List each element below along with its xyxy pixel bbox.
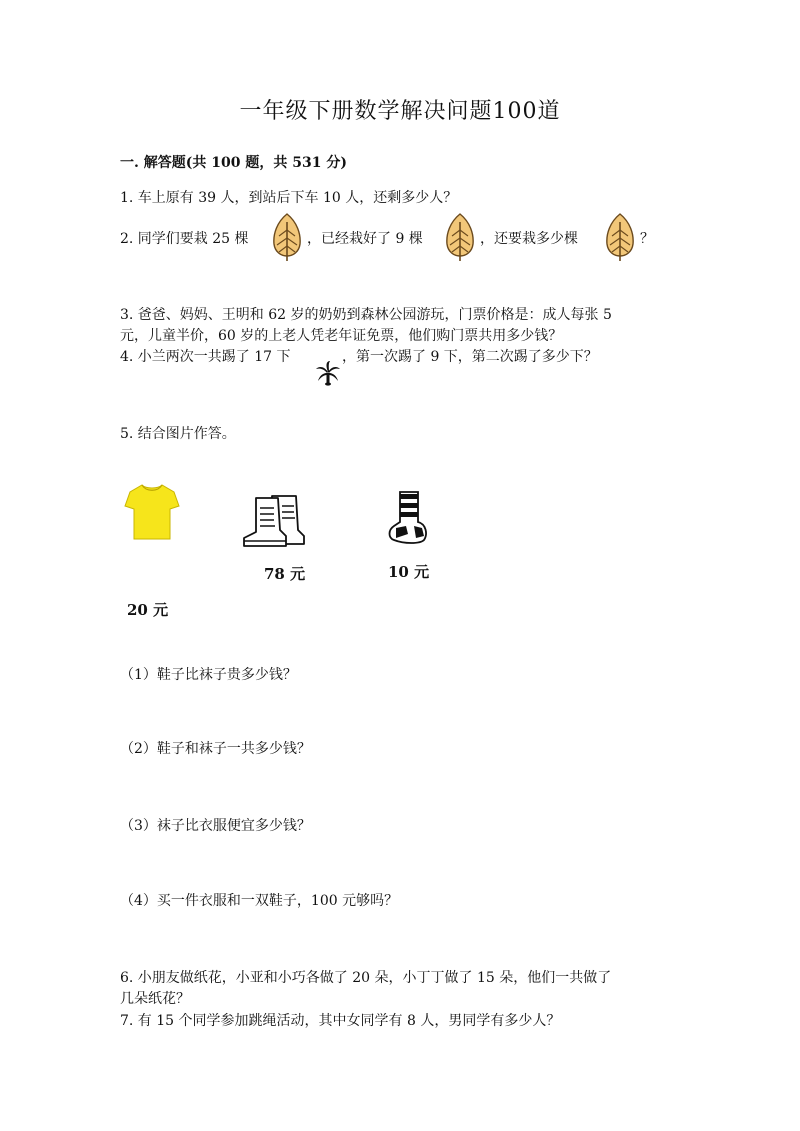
page-title: 一年级下册数学解决问题100道 [239, 99, 561, 124]
socks-price-label: 10 元 [388, 563, 430, 581]
question-4-part-1: 4. 小兰两次一共踢了 17 下 [120, 349, 291, 365]
shoes-price-label: 78 元 [264, 565, 306, 583]
sub-question-2: （2）鞋子和袜子一共多少钱？ [120, 741, 311, 757]
question-6-line-2: 几朵纸花？ [120, 991, 190, 1007]
question-2-part-3: ，还要栽多少棵 [480, 231, 578, 247]
question-2-part-4: ？ [640, 231, 654, 247]
shirt-price-label: 20 元 [127, 601, 169, 619]
tree-icon [443, 212, 477, 262]
sub-question-3: （3）袜子比衣服便宜多少钱？ [120, 818, 311, 834]
tree-icon [603, 212, 637, 262]
shuttlecock-icon [315, 360, 341, 386]
question-6-line-1: 6. 小朋友做纸花，小亚和小巧各做了 20 朵，小丁丁做了 15 朵，他们一共做了 [120, 970, 612, 986]
question-4-part-2: ，第一次踢了 9 下，第二次踢了多少下？ [342, 349, 598, 365]
sock-icon [386, 488, 430, 546]
boots-icon [242, 492, 312, 550]
question-5: 5. 结合图片作答。 [120, 426, 236, 442]
tree-icon [270, 212, 304, 262]
question-3-line-2: 元，儿童半价，60 岁的上老人凭老年证免票，他们购门票共用多少钱？ [120, 328, 563, 344]
question-3-line-1: 3. 爸爸、妈妈、王明和 62 岁的奶奶到森林公园游玩，门票价格是：成人每张 5 [120, 307, 612, 323]
question-2-part-2: ，已经栽好了 9 棵 [307, 231, 423, 247]
tshirt-icon [124, 482, 180, 542]
question-1: 1. 车上原有 39 人，到站后下车 10 人，还剩多少人？ [120, 190, 458, 206]
section-heading: 一. 解答题(共 100 题，共 531 分) [120, 155, 347, 171]
question-2-part-1: 2. 同学们要栽 25 棵 [120, 231, 249, 247]
sub-question-4: （4）买一件衣服和一双鞋子，100 元够吗？ [120, 893, 399, 909]
question-7: 7. 有 15 个同学参加跳绳活动，其中女同学有 8 人，男同学有多少人？ [120, 1013, 561, 1029]
sub-question-1: （1）鞋子比袜子贵多少钱？ [120, 667, 297, 683]
